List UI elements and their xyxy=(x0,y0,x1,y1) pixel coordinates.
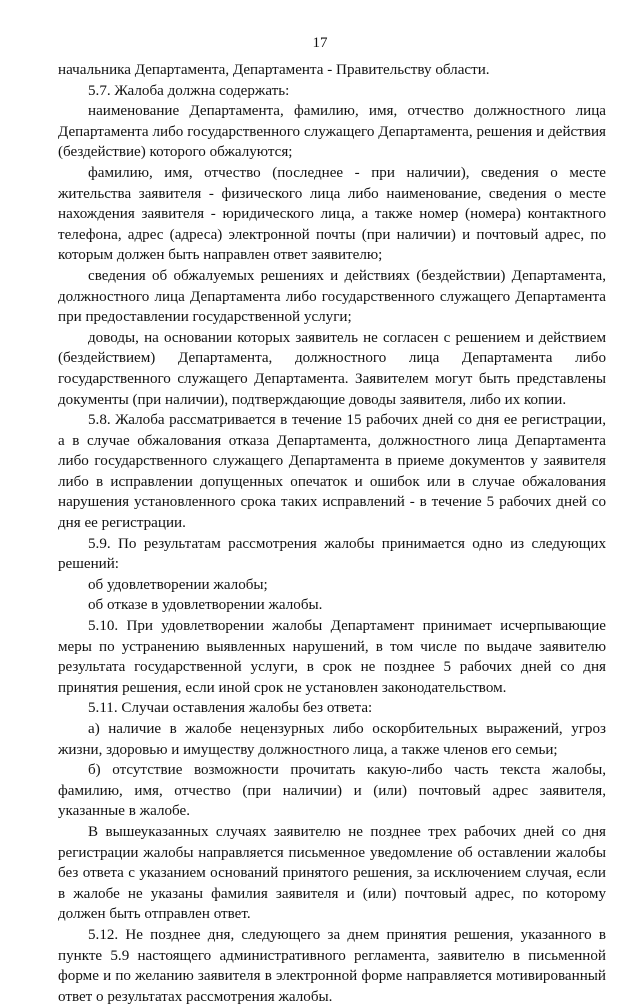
list-item: а) наличие в жалобе нецензурных либо оскорбительных выражений, угроз жизни, здоровью и имуществу должностного лица, а также членов его семьи; xyxy=(58,721,606,758)
paragraph: доводы, на основании которых заявитель не согласен с решением и действием (бездействием) Департамента, должностного лица Департамента либо государственного служащего Департамента. Заявителем могут быть представлены документы (при наличии), подтверждающие доводы заявителя, либо их копии. xyxy=(58,329,606,408)
page-number: 17 xyxy=(312,35,328,51)
paragraph: сведения об обжалуемых решениях и действиях (бездействии) Департамента, должностного лица Департамента либо государственного служащего Департамента при предоставлении государственной услуги; xyxy=(58,267,606,326)
paragraph: В вышеуказанных случаях заявителю не позднее трех рабочих дней со дня регистрации жалобы направляется письменное уведомление об оставлении жалобы без ответа с указанием оснований принятого решения, за исключением случая, если в жалобе не указаны фамилия заявителя и (или) почтовый адрес, по которому должен быть отправлен ответ. xyxy=(58,823,606,923)
section-5-10: 5.10. При удовлетворении жалобы Департамент принимает исчерпывающие меры по устранению выявленных нарушений, в том числе по выдаче заявителю результата государственной услуги, в срок не позднее 5 рабочих дней со дня принятия решения, если иной срок не установлен законодательством. xyxy=(58,618,606,696)
list-item: б) отсутствие возможности прочитать какую-либо часть текста жалобы, фамилию, имя, отчество (при наличии) и (или) почтовый адрес заявителя, указанные в жалобе. xyxy=(58,762,606,820)
paragraph: наименование Департамента, фамилию, имя, отчество должностного лица Департамента либо государственного служащего Департамента, решения и действия (бездействие) которого обжалуются; xyxy=(58,103,606,161)
paragraph: начальника Департамента, Департамента - Правительству области. xyxy=(58,62,490,78)
section-5-12: 5.12. Не позднее дня, следующего за днем принятия решения, указанного в пункте 5.9 настоящего административного регламента, заявителю в письменной форме и по желанию заявителя в электронной форме направляется мотивированный ответ о результатах рассмотрения жалобы. xyxy=(58,926,606,1005)
list-item: об отказе в удовлетворении жалобы. xyxy=(88,597,323,614)
section-5-9: 5.9. По результатам рассмотрения жалобы принимается одно из следующих решений: xyxy=(58,535,606,573)
list-item: об удовлетворении жалобы; xyxy=(88,576,268,593)
paragraph: фамилию, имя, отчество (последнее - при наличии), сведения о месте жительства заявителя - физического лица либо наименование, сведения о месте нахождения заявителя - юридического лица, а также номер (номера) контактного телефона, адрес (адреса) электронной почты (при наличии) и почтовый адрес, по которым должен быть направлен ответ заявителю; xyxy=(58,164,606,264)
section-heading-5-7: 5.7. Жалоба должна содержать: xyxy=(88,82,290,99)
document-body xyxy=(58,60,606,1007)
section-5-11: 5.11. Случаи оставления жалобы без ответа: xyxy=(88,700,373,717)
section-5-8: 5.8. Жалоба рассматривается в течение 15 рабочих дней со дня ее регистрации, а в случае обжалования отказа Департамента, должностного лица Департамента либо государственного служащего Департамента в приеме документов у заявителя либо в исправлении допущенных опечаток и ошибок или в случае обжалования нарушения установленного срока таких исправлений - в течение 5 рабочих дней со дня ее регистрации. xyxy=(58,412,606,532)
